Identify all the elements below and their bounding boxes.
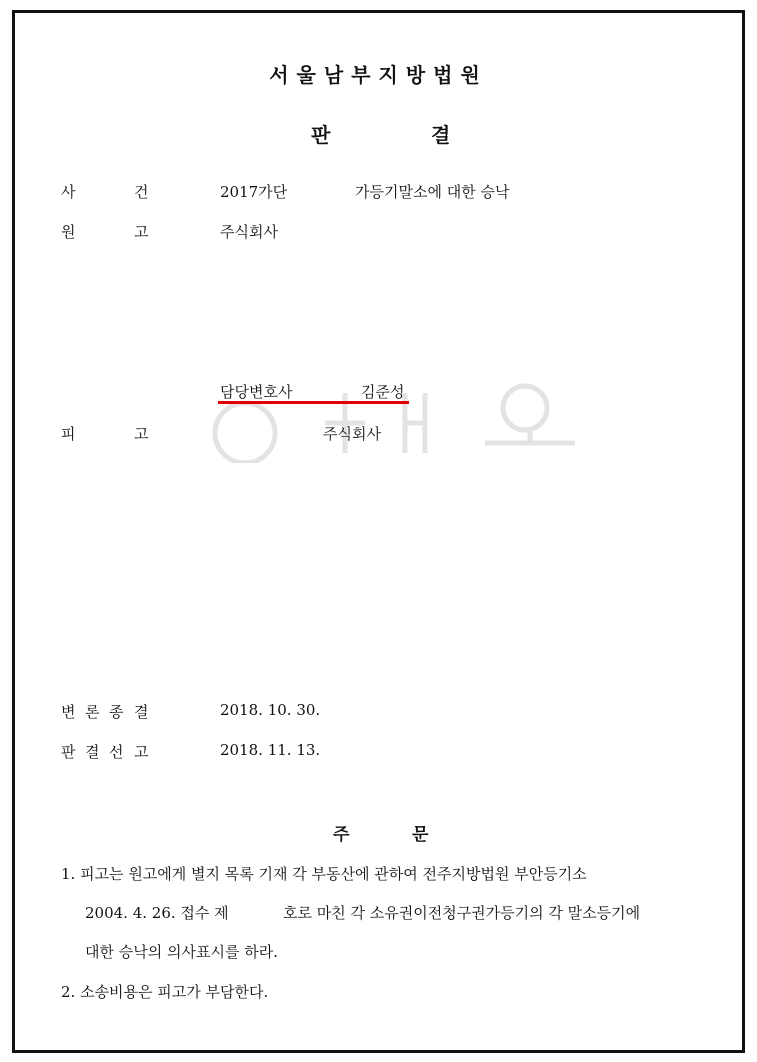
defendant-label-a: 피 — [61, 425, 76, 443]
case-title: 가등기말소에 대한 승낙 — [355, 183, 510, 201]
case-label-b: 건 — [134, 183, 149, 201]
judgment-label-3: 선 — [109, 743, 124, 761]
case-number: 2017가단 — [220, 183, 288, 201]
plaintiff-label-a: 원 — [61, 223, 76, 241]
order-item-2: 2. 소송비용은 피고가 부담한다. — [61, 983, 269, 1001]
defendant-label-b: 고 — [134, 425, 149, 443]
order-item-1-line-3: 대한 승낙의 의사표시를 하라. — [85, 943, 278, 961]
case-label-a: 사 — [61, 183, 76, 201]
order-title-right: 문 — [412, 825, 429, 845]
closing-label-1: 변 — [61, 703, 76, 721]
closing-date: 2018. 10. 30. — [220, 701, 321, 719]
closing-label-2: 론 — [85, 703, 100, 721]
highlight-underline — [218, 401, 409, 404]
order-item-1-line-1: 1. 피고는 원고에게 별지 목록 기재 각 부동산에 관하여 전주지방법원 부안등기소 — [61, 865, 587, 883]
order-item-1-line-2b: 호로 마친 각 소유권이전청구권가등기의 각 말소등기에 — [283, 904, 641, 922]
attorney-name: 김준성 — [361, 383, 405, 401]
document-page — [12, 10, 745, 1053]
order-item-1-line-2a: 2004. 4. 26. 접수 제 — [85, 904, 229, 922]
judgment-label-1: 판 — [61, 743, 76, 761]
court-name: 서울남부지방법원 — [269, 63, 488, 87]
closing-label-4: 결 — [134, 703, 149, 721]
attorney-label: 담당변호사 — [220, 383, 293, 401]
defendant-name: 주식회사 — [323, 425, 381, 443]
judgment-date: 2018. 11. 13. — [220, 741, 321, 759]
order-title-left: 주 — [333, 825, 350, 845]
judgment-label-4: 고 — [134, 743, 149, 761]
closing-label-3: 종 — [109, 703, 124, 721]
plaintiff-name: 주식회사 — [220, 223, 278, 241]
doc-type-left: 판 — [311, 123, 331, 147]
plaintiff-label-b: 고 — [134, 223, 149, 241]
doc-type-right: 결 — [431, 123, 451, 147]
judgment-label-2: 결 — [85, 743, 100, 761]
